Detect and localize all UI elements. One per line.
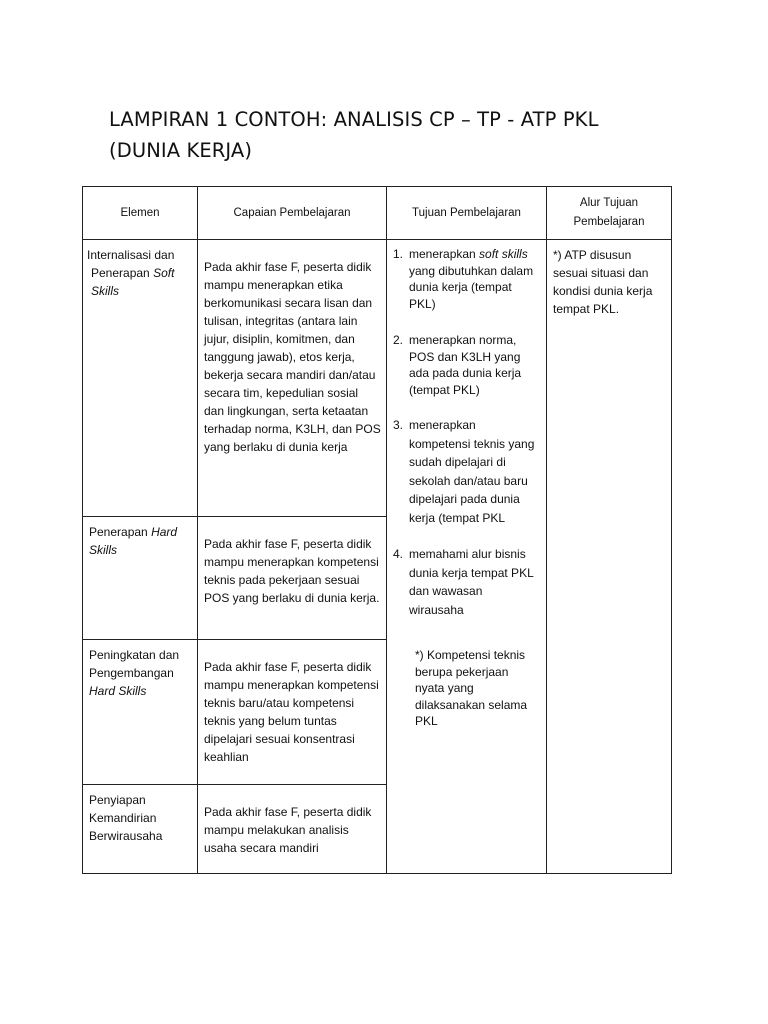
elemen-text-italic: Soft bbox=[153, 266, 175, 280]
tujuan-text: menerapkan norma, POS dan K3LH yang ada pada dunia kerja (tempat PKL) bbox=[409, 333, 522, 397]
elemen-text-line: Penyiapan bbox=[89, 793, 146, 807]
header-alur-tujuan-pembelajaran bbox=[547, 187, 672, 240]
elemen-text-line: Kemandirian bbox=[89, 811, 157, 825]
elemen-text-italic: Hard bbox=[151, 525, 178, 539]
title-line-1: LAMPIRAN 1 CONTOH: ANALISIS CP – TP - ATP PKL bbox=[109, 108, 599, 131]
capaian-cell: Pada akhir fase F, peserta didik mampu melakukan analisis usaha secara mandiri bbox=[198, 785, 387, 874]
elemen-cell bbox=[83, 640, 198, 785]
table-header-row bbox=[83, 187, 672, 240]
tujuan-item bbox=[393, 545, 540, 619]
elemen-text-plain: Penerapan bbox=[91, 266, 154, 280]
title-line-2: (DUNIA KERJA) bbox=[109, 139, 253, 162]
capaian-cell: Pada akhir fase F, peserta didik mampu menerapkan etika berkomunikasi secara lisan dan tulisan, integritas (antara lain jujur, disiplin, komitmen, dan tanggung jawab), etos kerja, bekerja secara mandiri dan/atau secara tim, kepedulian sosial dan lingkungan, serta ketaatan terhadap norma, K3LH, dan POS yang berlaku di dunia kerja bbox=[198, 240, 387, 517]
tujuan-number: 4. bbox=[393, 547, 404, 561]
elemen-text-line: Peningkatan dan bbox=[89, 648, 180, 662]
tujuan-text: menerapkan kompetensi teknis yang sudah dipelajari di sekolah dan/atau baru dipelajari pada dunia kerja (tempat PKL bbox=[409, 418, 535, 525]
tujuan-note: *) Kompetensi teknis berupa pekerjaan nyata yang dilaksanakan selama PKL bbox=[415, 648, 528, 728]
alur-cell: *) ATP disusun sesuai situasi dan kondisi dunia kerja tempat PKL. bbox=[547, 240, 672, 874]
elemen-text-line: Pengembangan bbox=[89, 666, 174, 680]
elemen-text-italic: Hard Skills bbox=[89, 684, 147, 698]
elemen-text-italic: Skills bbox=[91, 284, 120, 298]
header-alur-line-2: Pembelajaran bbox=[573, 216, 645, 228]
tujuan-text: yang dibutuhkan dalam dunia kerja (tempat PKL) bbox=[409, 263, 534, 311]
elemen-cell bbox=[83, 785, 198, 874]
document-title bbox=[109, 104, 709, 166]
tujuan-cell bbox=[387, 240, 547, 874]
analysis-table bbox=[82, 186, 672, 874]
elemen-text-italic: Skills bbox=[89, 543, 118, 557]
tujuan-number: 3. bbox=[393, 418, 404, 432]
tujuan-text: menerapkan bbox=[409, 247, 480, 261]
tujuan-text: memahami alur bisnis dunia kerja tempat PKL dan wawasan wirausaha bbox=[409, 547, 534, 617]
elemen-cell bbox=[83, 240, 198, 517]
capaian-cell: Pada akhir fase F, peserta didik mampu menerapkan kompetensi teknis pada pekerjaan sesuai POS yang berlaku di dunia kerja. bbox=[198, 517, 387, 640]
header-tujuan-pembelajaran: Tujuan Pembelajaran bbox=[387, 187, 547, 240]
tujuan-item bbox=[393, 416, 540, 527]
header-elemen: Elemen bbox=[83, 187, 198, 240]
elemen-text-line bbox=[87, 264, 191, 282]
capaian-cell: Pada akhir fase F, peserta didik mampu menerapkan kompetensi teknis baru/atau kompetensi teknis yang belum tuntas dipelajari sesuai konsentrasi keahlian bbox=[198, 640, 387, 785]
table-row bbox=[83, 240, 672, 517]
tujuan-item bbox=[393, 246, 540, 312]
elemen-text-line bbox=[89, 523, 191, 541]
tujuan-text-italic: soft skills bbox=[479, 247, 528, 261]
header-capaian-pembelajaran: Capaian Pembelajaran bbox=[198, 187, 387, 240]
tujuan-item bbox=[393, 332, 540, 398]
elemen-cell bbox=[83, 517, 198, 640]
elemen-text-line: Berwirausaha bbox=[89, 829, 163, 843]
elemen-text-plain: Penerapan bbox=[89, 525, 152, 539]
header-alur-line-1: Alur Tujuan bbox=[579, 197, 639, 209]
tujuan-number: 1. bbox=[393, 247, 404, 261]
elemen-text-line: Internalisasi dan bbox=[87, 248, 175, 262]
tujuan-number: 2. bbox=[393, 333, 404, 347]
